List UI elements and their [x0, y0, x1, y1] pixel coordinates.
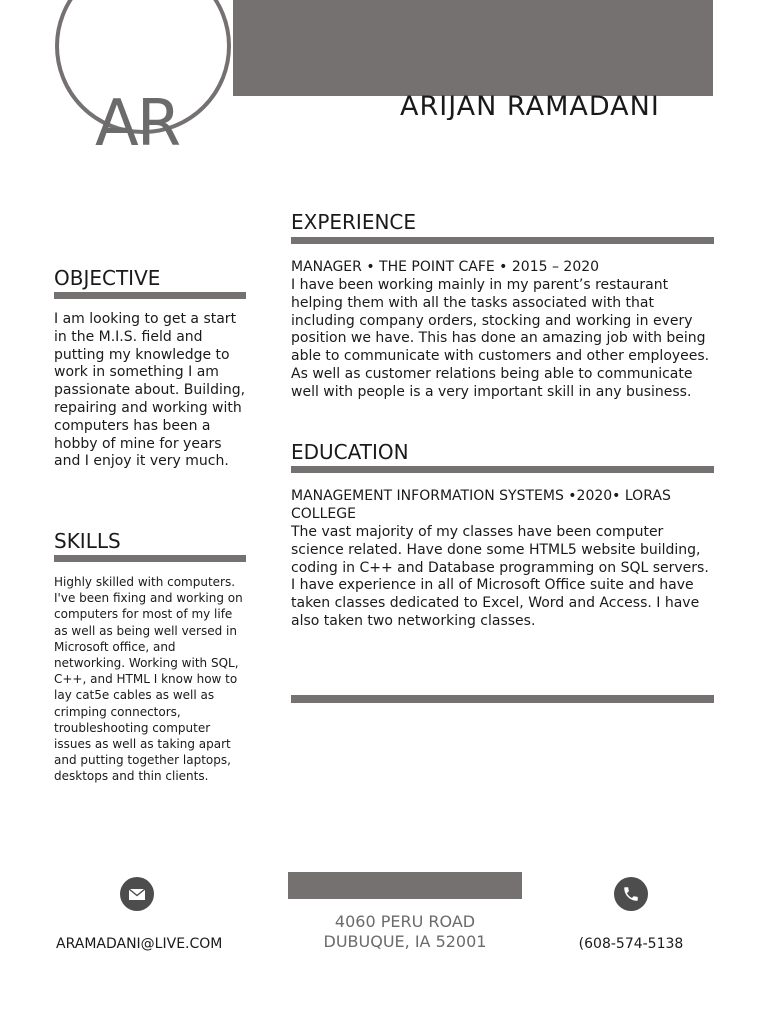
phone-icon: [614, 877, 648, 911]
skills-text: Highly skilled with computers. I've been fixing and working on computers for most of my life as well as being well versed in Microsoft office, and networking. Working with SQL, C++, and HTML I know how to lay cat5e cables as well as crimping connectors, troubleshooting computer issues as well as taking apart and putting together laptops, desktops and thin clients.: [54, 575, 243, 784]
contact-email[interactable]: ARAMADANI@LIVE.COM: [56, 936, 223, 952]
objective-rule: [54, 292, 246, 299]
experience-rule: [291, 237, 714, 244]
candidate-name: ARIJAN RAMADANI: [400, 92, 660, 120]
education-title: EDUCATION: [291, 440, 409, 464]
email-icon: [120, 877, 154, 911]
phone-glyph-icon: [622, 885, 640, 903]
skills-rule: [54, 555, 246, 562]
objective-title: OBJECTIVE: [54, 266, 161, 290]
experience-text: I have been working mainly in my parent’s restaurant helping them with all the tasks associated with that including company orders, stocking and working in every position we have. This has done an amazing job with being able to communicate with customers and other employees. As well as customer relations being able to communicate well with people is a very important skill in any business.: [291, 277, 710, 400]
skills-title: SKILLS: [54, 529, 121, 553]
experience-title: EXPERIENCE: [291, 210, 417, 234]
monogram-initials: AR: [95, 87, 180, 161]
content-end-rule: [291, 695, 714, 703]
footer-band: [288, 872, 522, 899]
contact-phone[interactable]: (608-574-5138: [578, 936, 684, 952]
header-band: [233, 0, 713, 96]
education-text: The vast majority of my classes have been computer science related. Have done some HTML5 website building, coding in C++ and Database programming on SQL servers. I have experience in all of Microsoft Office suite and have taken classes dedicated to Excel, Word and Access. I have also taken two networking classes.: [291, 524, 709, 629]
objective-text: I am looking to get a start in the M.I.S. field and putting my knowledge to work in something I am passionate about. Building, repairing and working with computers has been a hobby of mine for years and I enjoy it very much.: [54, 311, 246, 470]
education-degree-line: MANAGEMENT INFORMATION SYSTEMS •2020• LORAS COLLEGE: [291, 488, 671, 522]
experience-job-line: MANAGER • THE POINT CAFE • 2015 – 2020: [291, 259, 600, 275]
address-line2: DUBUQUE, IA 52001: [323, 932, 487, 951]
envelope-icon: [128, 888, 146, 901]
education-rule: [291, 466, 714, 473]
address-line1: 4060 PERU ROAD: [334, 912, 476, 931]
